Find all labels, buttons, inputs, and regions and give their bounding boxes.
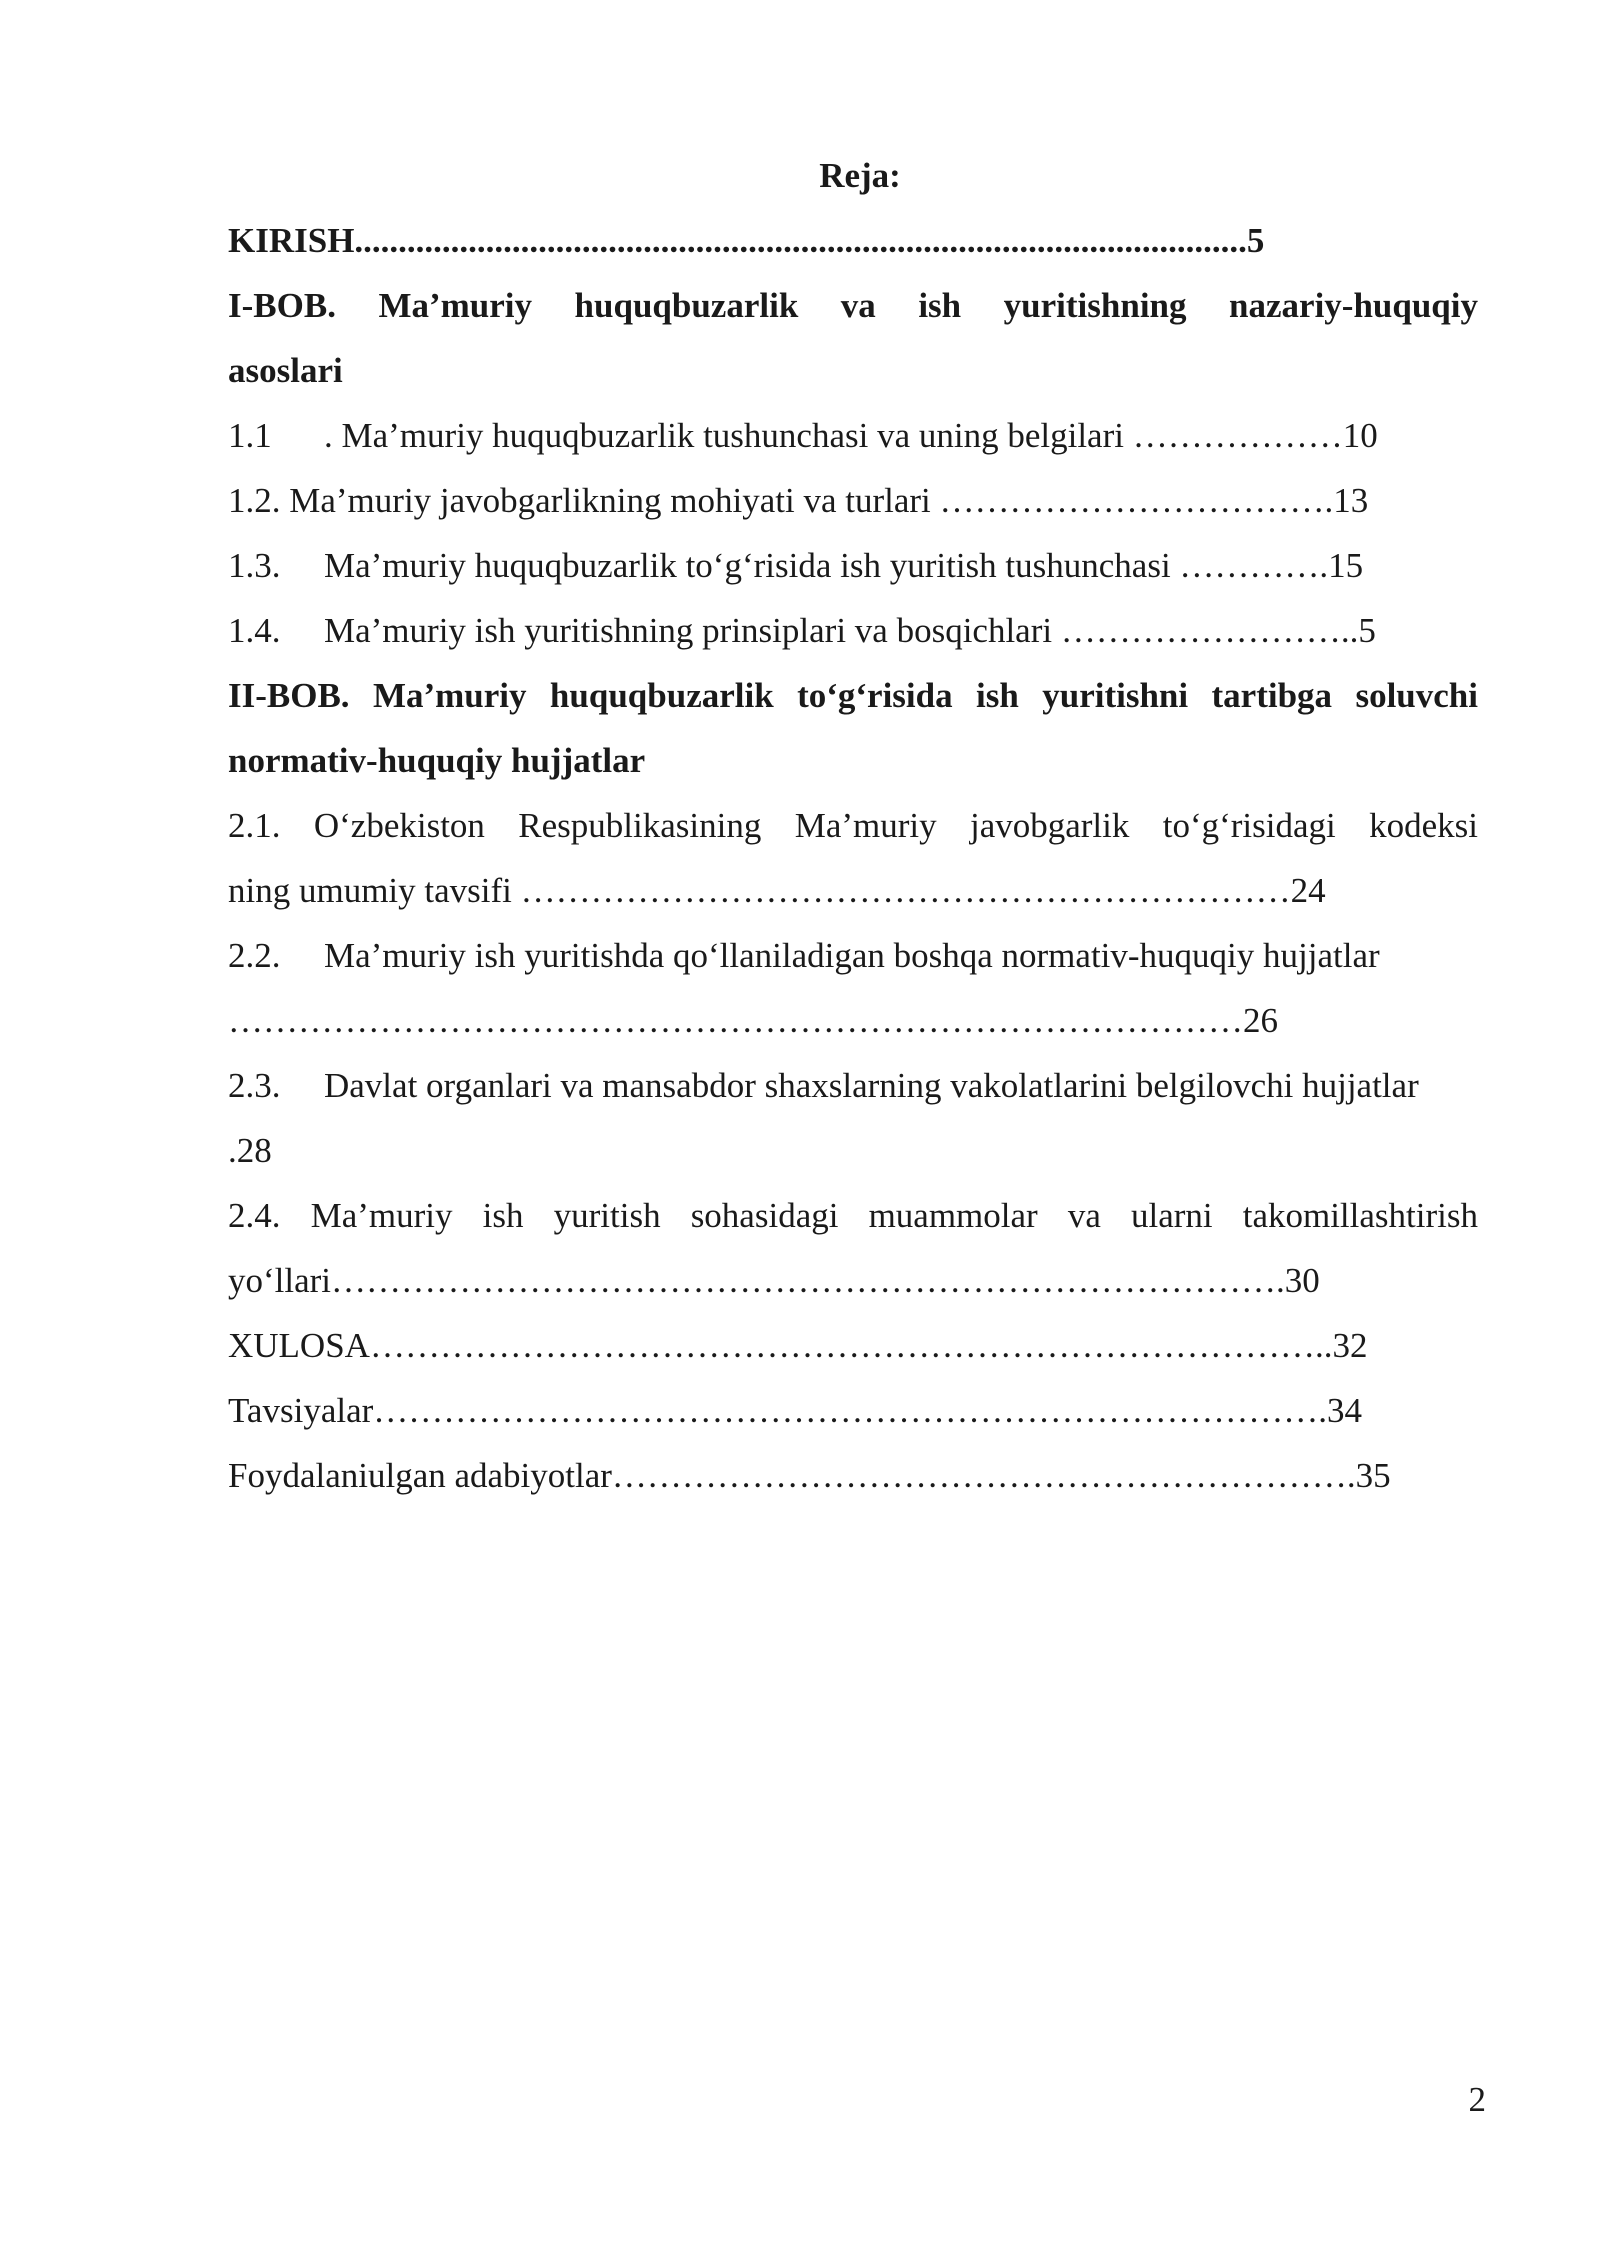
toc-line-chapter-1: I-BOB. Ma’muriy huquqbuzarlik va ish yuritishning nazariy-huquqiy [228,286,1478,325]
toc-line-kirish: KIRISH......................................................................................................5 [228,221,1265,260]
toc-line-2-1: 2.1. O‘zbekiston Respublikasining Ma’muriy javobgarlik to‘g‘risidagi kodeksi [228,806,1478,845]
toc-line-2-4: 2.4. Ma’muriy ish yuritish sohasidagi muammolar va ularni takomillashtirish [228,1196,1478,1235]
toc-line-2-3-cont: .28 [228,1131,272,1170]
toc-number: 1.3. [228,546,281,585]
toc-number: 1.1 [228,416,272,455]
toc-line-2-2 [228,923,1478,988]
toc-text: . Ma’muriy huquqbuzarlik tushunchasi va uning belgilari ………………10 [324,416,1378,455]
toc-text: Ma’muriy ish yuritishda qo‘llaniladigan boshqa normativ-huquqiy hujjatlar [324,936,1380,975]
toc-line-1-1 [228,403,1478,468]
toc-line-2-3 [228,1053,1478,1118]
toc-line-2-2-cont: ……………………………………………………………………………26 [228,1001,1278,1040]
toc-line-1-3 [228,533,1478,598]
page-title: Reja: [819,156,901,195]
table-of-contents [228,208,1478,1508]
toc-text: Ma’muriy ish yuritishning prinsiplari va bosqichlari ……………………..5 [324,611,1376,650]
toc-line-adabiyotlar: Foydalaniulgan adabiyotlar……………………………………………………….35 [228,1456,1391,1495]
toc-text: Davlat organlari va mansabdor shaxslarning vakolatlarini belgilovchi hujjatlar [324,1066,1419,1105]
toc-line-tavsiyalar: Tavsiyalar……………………………………………………………………….34 [228,1391,1363,1430]
toc-line-xulosa: XULOSA………………………………………………………………………..32 [228,1326,1368,1365]
toc-line-chapter-2-cont: normativ-huquqiy hujjatlar [228,741,646,780]
toc-text: Ma’muriy huquqbuzarlik to‘g‘risida ish yuritish tushunchasi ………….15 [324,546,1364,585]
toc-number: 1.4. [228,611,281,650]
toc-number: 2.2. [228,936,281,975]
toc-line-chapter-2: II-BOB. Ma’muriy huquqbuzarlik to‘g‘risida ish yuritishni tartibga soluvchi [228,676,1478,715]
toc-line-2-4-cont: yo‘llari……………………………………………………………………….30 [228,1261,1320,1300]
page-number: 2 [1468,2080,1486,2119]
toc-line-2-1-cont: ning umumiy tavsifi …………………………………………………………24 [228,871,1326,910]
toc-line-chapter-1-cont: asoslari [228,351,343,390]
toc-line-1-4 [228,598,1478,663]
toc-line-1-2: 1.2. Ma’muriy javobgarlikning mohiyati va turlari …………………………….13 [228,481,1369,520]
toc-number: 2.3. [228,1066,281,1105]
